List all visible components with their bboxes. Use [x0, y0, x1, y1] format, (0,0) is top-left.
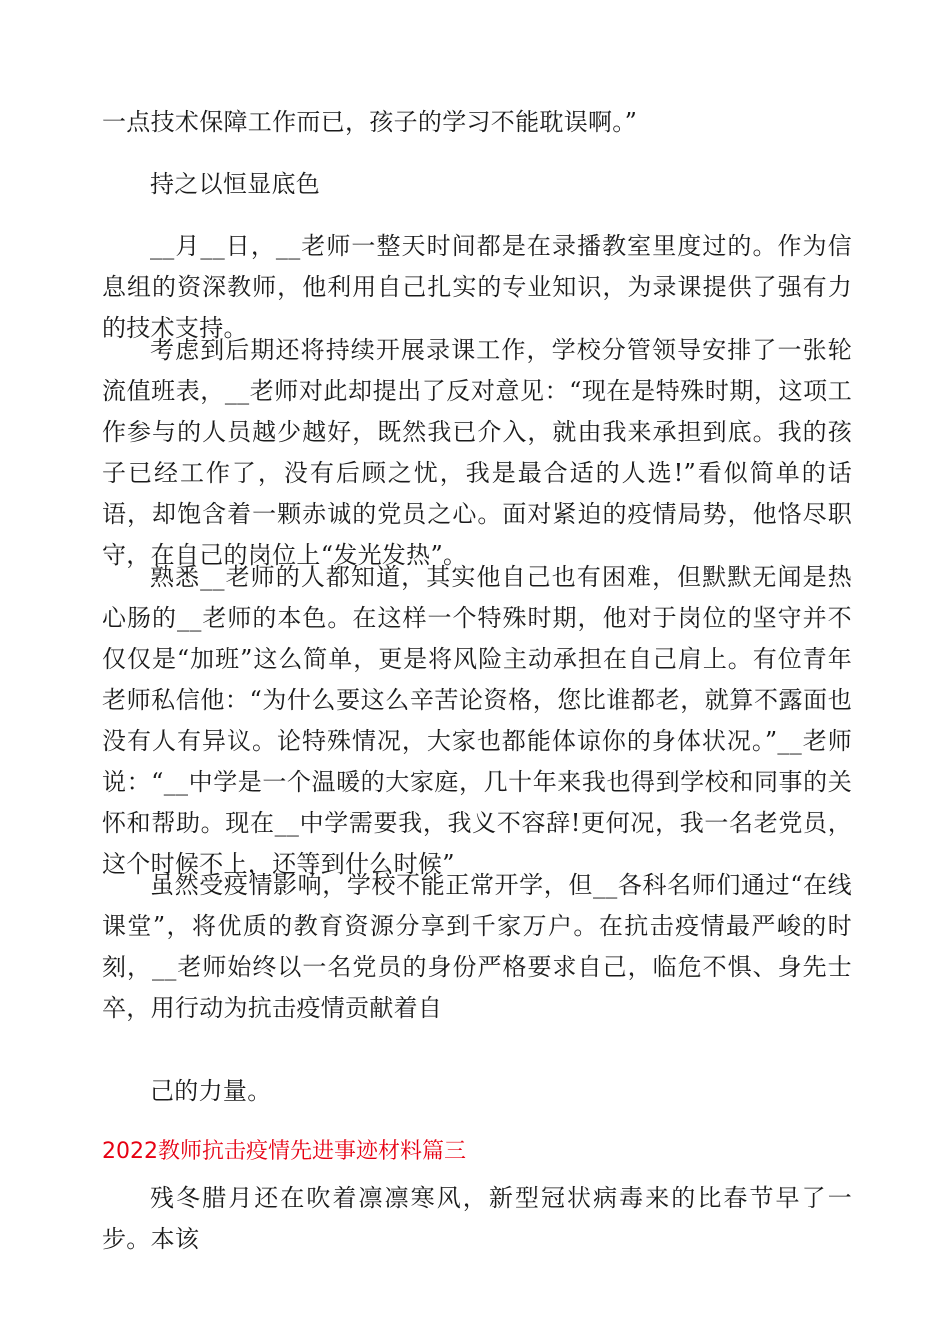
paragraph-2: __月__日，__老师一整天时间都是在录播教室里度过的。作为信息组的资深教师，他利用自己扎实的专业知识，为录课提供了强有力的技术支持。	[102, 232, 852, 342]
paragraph-3: 考虑到后期还将持续开展录课工作，学校分管领导安排了一张轮流值班表，__老师对此却提出了反对意见：“现在是特殊时期，这项工作参与的人员越少越好，既然我已介入，就由我来承担到底。我的孩子已经工作了，没有后顾之忧，我是最合适的人选!”看似简单的话语，却饱含着一颗赤诚的党员之心。面对紧迫的疫情局势，他恪尽职守，在自己的岗位上“发光发热”。	[102, 336, 852, 569]
paragraph-4: 熟悉__老师的人都知道，其实他自己也有困难，但默默无闻是热心肠的__老师的本色。在这样一个特殊时期，他对于岗位的坚守并不仅仅是“加班”这么简单，更是将风险主动承担在自己肩上。有位青年老师私信他：“为什么要这么辛苦论资格，您比谁都老，就算不露面也没有人有异议。论特殊情况，大家也都能体谅你的身体状况。”__老师说：“__中学是一个温暖的大家庭，几十年来我也得到学校和同事的关怀和帮助。现在__中学需要我，我义不容辞!更何况，我一名老党员，这个时候不上，还等到什么时候”	[102, 563, 852, 878]
paragraph-7: 残冬腊月还在吹着凛凛寒风，新型冠状病毒来的比春节早了一步。本该	[102, 1184, 852, 1253]
paragraph-6: 己的力量。	[150, 1077, 272, 1105]
subheading-persistence: 持之以恒显底色	[150, 170, 321, 198]
paragraph-1: 一点技术保障工作而已，孩子的学习不能耽误啊。”	[102, 108, 638, 136]
section-heading: 2022教师抗击疫情先进事迹材料篇三	[102, 1139, 466, 1164]
paragraph-5: 虽然受疫情影响，学校不能正常开学，但__各科名师们通过“在线课堂”，将优质的教育资源分享到千家万户。在抗击疫情最严峻的时刻，__老师始终以一名党员的身份严格要求自己，临危不惧、身先士卒，用行动为抗击疫情贡献着自	[102, 871, 852, 1022]
